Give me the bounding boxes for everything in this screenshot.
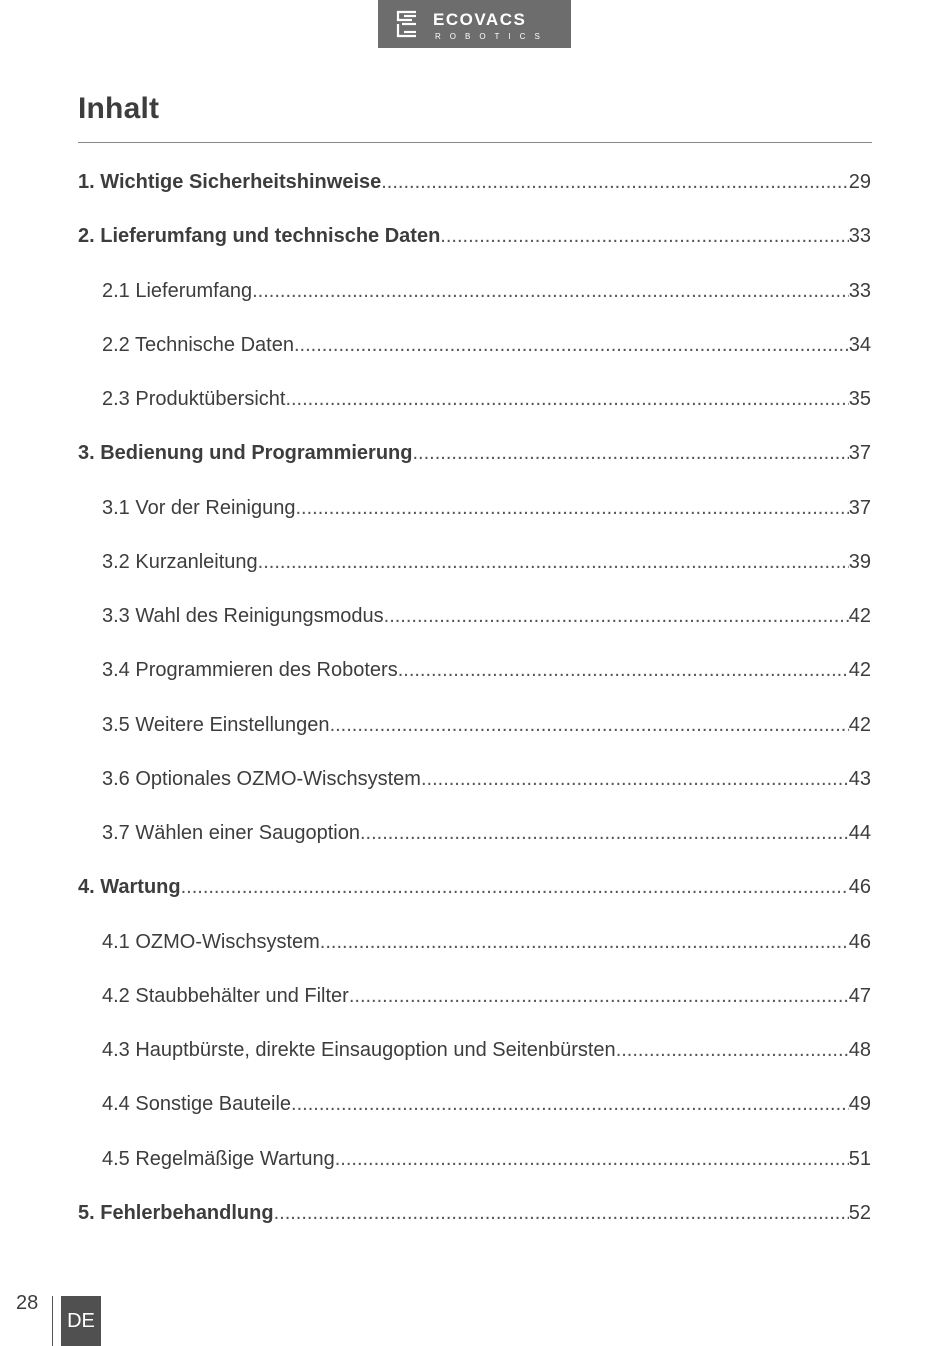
toc-entry[interactable]: [78, 1193, 871, 1247]
toc-entry-page: 42: [848, 659, 871, 682]
brand-logo: [378, 0, 571, 48]
toc-entry[interactable]: [78, 759, 871, 813]
toc-entry-page: 47: [848, 984, 871, 1007]
toc-entry-label: 3.2 Kurzanleitung: [102, 550, 258, 573]
toc-entry[interactable]: [78, 976, 871, 1030]
toc-leader-dots: [349, 976, 849, 1016]
title-divider: [78, 142, 872, 143]
toc-entry[interactable]: [78, 1030, 871, 1084]
toc-leader-dots: [295, 488, 848, 528]
toc-entry-label: 4.1 OZMO-Wischsystem: [102, 930, 320, 953]
toc-leader-dots: [398, 650, 849, 690]
toc-leader-dots: [335, 1139, 849, 1179]
toc-leader-dots: [421, 759, 849, 799]
toc-entry-label: 3.6 Optionales OZMO-Wischsystem: [102, 767, 421, 790]
toc-leader-dots: [252, 271, 849, 311]
toc-entry-label: 4.5 Regelmäßige Wartung: [102, 1147, 335, 1170]
toc-leader-dots: [440, 216, 848, 256]
toc-entry[interactable]: [78, 705, 871, 759]
toc-entry-page: 46: [848, 876, 871, 899]
toc-entry-label: 4.2 Staubbehälter und Filter: [102, 984, 349, 1007]
toc-entry[interactable]: [78, 867, 871, 921]
toc-entry-page: 48: [848, 1039, 871, 1061]
toc-entry-label: 3.1 Vor der Reinigung: [102, 496, 296, 519]
toc-entry[interactable]: [78, 162, 871, 216]
toc-entry-label: 3. Bedienung und Programmierung: [78, 442, 413, 465]
toc-entry-label: 2. Lieferumfang und technische Daten: [78, 225, 441, 248]
toc-entry[interactable]: [78, 379, 871, 433]
toc-entry[interactable]: [78, 596, 871, 650]
toc-entry-label: 4.3 Hauptbürste, direkte Einsaugoption und Seitenbürsten: [102, 1039, 616, 1061]
toc-entry-page: 46: [848, 930, 871, 953]
toc-leader-dots: [616, 1030, 849, 1070]
toc-entry-page: 49: [848, 1093, 871, 1116]
toc-entry-label: 2.1 Lieferumfang: [102, 279, 253, 302]
toc-entry-page: 44: [848, 822, 871, 844]
toc-leader-dots: [412, 433, 848, 473]
page-number: 28: [16, 1292, 39, 1314]
toc-leader-dots: [320, 922, 849, 962]
toc-entry-label: 3.5 Weitere Einstellungen: [102, 713, 330, 736]
toc-entry-page: 43: [848, 767, 871, 790]
toc-entry[interactable]: [78, 650, 871, 704]
toc-leader-dots: [285, 379, 848, 419]
toc-entry-label: 3.4 Programmieren des Roboters: [102, 659, 398, 682]
page-title: Inhalt: [78, 92, 160, 125]
toc-entry-label: 1. Wichtige Sicherheitshinweise: [78, 171, 382, 193]
toc-entry-page: 42: [848, 713, 871, 736]
toc-entry[interactable]: [78, 271, 871, 325]
toc-leader-dots: [291, 1084, 849, 1124]
toc-entry-label: 2.3 Produktübersicht: [102, 388, 286, 410]
toc-leader-dots: [294, 325, 849, 365]
toc-entry-page: 34: [848, 333, 871, 356]
toc-entry[interactable]: [78, 488, 871, 542]
toc-entry-page: 29: [848, 171, 871, 193]
toc-leader-dots: [381, 162, 849, 202]
toc-entry[interactable]: [78, 1084, 871, 1138]
toc-entry-page: 51: [848, 1147, 871, 1170]
toc-entry-page: 42: [848, 605, 871, 627]
toc-entry[interactable]: [78, 813, 871, 867]
footer-divider: [52, 1296, 53, 1346]
toc-leader-dots: [181, 867, 849, 907]
toc-entry[interactable]: [78, 1139, 871, 1193]
table-of-contents: [78, 162, 871, 1247]
toc-entry-label: 3.3 Wahl des Reinigungsmodus: [102, 605, 384, 627]
language-badge: DE: [61, 1296, 101, 1346]
toc-entry-page: 35: [848, 388, 871, 410]
toc-entry[interactable]: [78, 216, 871, 270]
toc-entry[interactable]: [78, 325, 871, 379]
toc-entry[interactable]: [78, 922, 871, 976]
toc-entry[interactable]: [78, 542, 871, 596]
toc-entry-label: 3.7 Wählen einer Saugoption: [102, 822, 360, 844]
toc-entry-page: 39: [848, 550, 871, 573]
toc-entry-page: 33: [848, 225, 871, 248]
toc-entry-page: 37: [848, 442, 871, 465]
toc-entry-label: 5. Fehlerbehandlung: [78, 1201, 274, 1224]
toc-entry-page: 52: [848, 1201, 871, 1224]
toc-leader-dots: [258, 542, 849, 582]
toc-entry-label: 4. Wartung: [78, 876, 181, 899]
toc-entry-label: 2.2 Technische Daten: [102, 333, 294, 356]
toc-leader-dots: [384, 596, 849, 636]
toc-leader-dots: [330, 705, 849, 745]
ecovacs-logo-icon: [378, 0, 571, 48]
toc-entry-label: 4.4 Sonstige Bauteile: [102, 1093, 292, 1116]
toc-leader-dots: [360, 813, 849, 853]
toc-leader-dots: [274, 1193, 849, 1233]
toc-entry[interactable]: [78, 433, 871, 487]
toc-entry-page: 37: [848, 496, 871, 519]
logo-wordmark: ECOVACS: [433, 10, 527, 29]
logo-subtext: ROBOTICS: [435, 32, 549, 41]
toc-entry-page: 33: [848, 279, 871, 302]
